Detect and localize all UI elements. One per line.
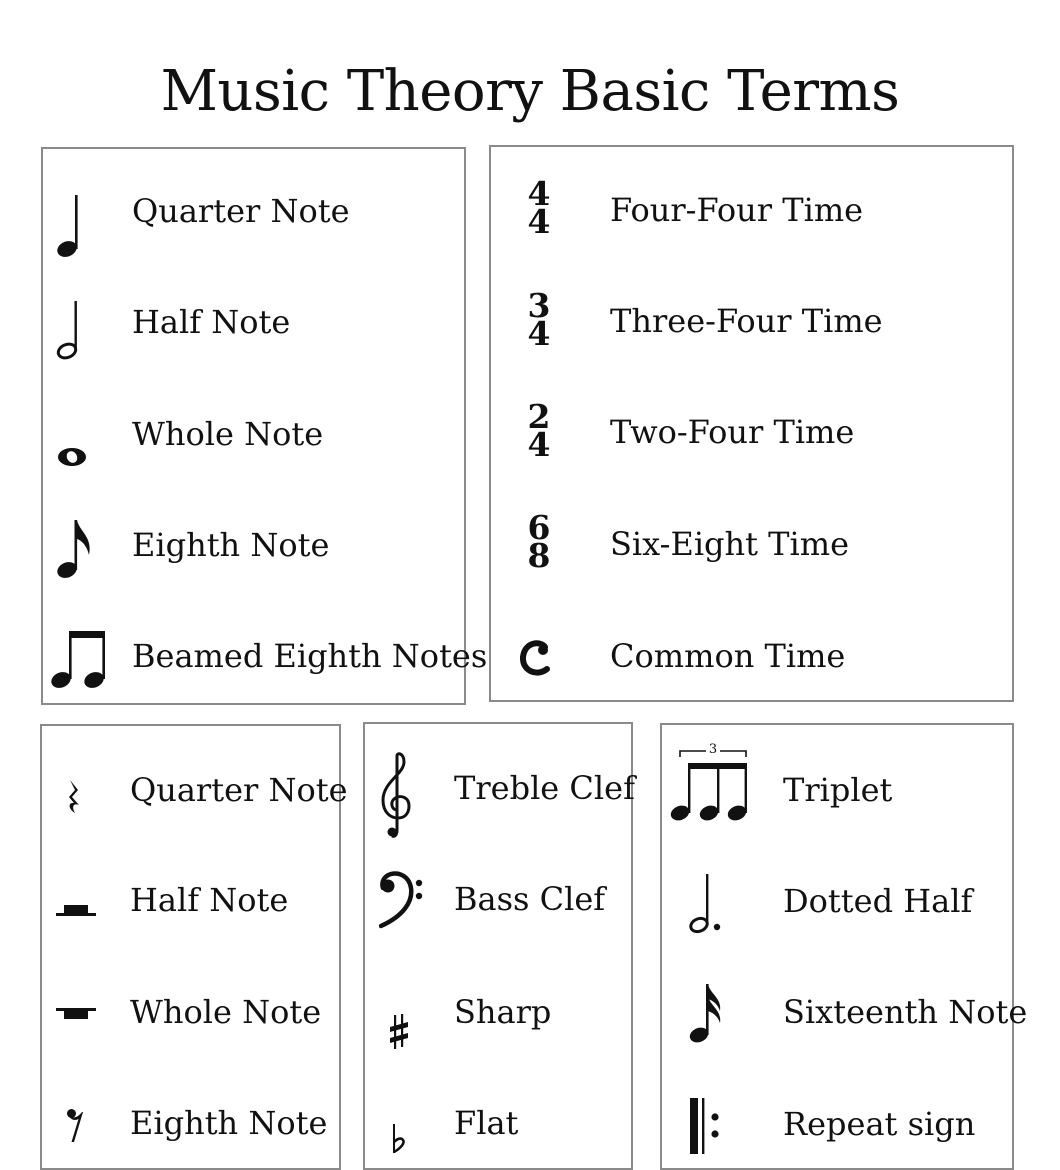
time-bottom-number: 4 <box>527 202 551 241</box>
notes-box <box>41 147 488 705</box>
repeat-sign-label: Repeat sign <box>783 1105 976 1143</box>
half-note-label: Half Note <box>132 303 291 341</box>
dotted-half-note-icon <box>688 871 728 937</box>
common-time-label: Common Time <box>610 637 846 675</box>
three-four-time-label: Three-Four Time <box>610 302 883 340</box>
time-bottom-number: 4 <box>527 425 551 464</box>
bass-clef-label: Bass Clef <box>454 880 606 918</box>
six-eight-time-icon <box>524 508 554 575</box>
three-four-time-icon <box>524 286 554 353</box>
time-top-number: 4 <box>527 174 551 213</box>
whole-note-icon <box>55 445 89 469</box>
beamed-eighth-notes-label: Beamed Eighth Notes <box>132 637 488 675</box>
quarter-note-icon <box>55 191 87 263</box>
half-rest-label: Half Note <box>130 881 289 919</box>
bass-clef-icon <box>379 870 423 930</box>
repeat-sign-icon <box>688 1098 724 1156</box>
eighth-rest-icon <box>66 1108 86 1144</box>
two-four-time-label: Two-Four Time <box>610 413 855 451</box>
half-rest-icon <box>56 902 96 918</box>
time-top-number: 6 <box>527 508 551 547</box>
dotted-half-label: Dotted Half <box>783 882 973 920</box>
quarter-rest-icon <box>66 779 82 815</box>
two-four-time-icon <box>524 397 554 464</box>
time-top-number: 2 <box>527 397 551 436</box>
clefs-box <box>363 722 633 1170</box>
sharp-icon <box>389 1014 409 1050</box>
time-signatures-box <box>489 145 1014 702</box>
flat-icon <box>391 1124 407 1154</box>
eighth-note-label: Eighth Note <box>132 526 330 564</box>
time-top-number: 3 <box>527 286 551 325</box>
triplet-icon <box>670 742 754 825</box>
quarter-note-label: Quarter Note <box>132 192 350 230</box>
treble-clef-icon <box>377 750 413 840</box>
flat-label: Flat <box>454 1104 519 1142</box>
eighth-note-icon <box>55 517 95 583</box>
time-bottom-number: 8 <box>527 536 551 575</box>
common-time-icon <box>519 639 553 677</box>
six-eight-time-label: Six-Eight Time <box>610 525 850 563</box>
triplet-label: Triplet <box>783 771 893 809</box>
eighth-rest-label: Eighth Note <box>130 1104 328 1142</box>
sixteenth-note-icon <box>688 981 728 1047</box>
treble-clef-label: Treble Clef <box>454 769 635 807</box>
sharp-label: Sharp <box>454 993 552 1031</box>
beamed-eighth-notes-icon <box>51 627 109 691</box>
whole-rest-icon <box>56 1006 96 1022</box>
whole-note-label: Whole Note <box>132 415 324 453</box>
time-bottom-number: 4 <box>527 314 551 353</box>
misc-box <box>660 723 1028 1170</box>
four-four-time-icon <box>524 174 554 241</box>
page-title: Music Theory Basic Terms <box>160 59 900 124</box>
four-four-time-label: Four-Four Time <box>610 191 864 229</box>
half-note-icon <box>55 299 87 363</box>
sixteenth-note-label: Sixteenth Note <box>783 993 1028 1031</box>
rests-box <box>40 724 348 1170</box>
quarter-rest-label: Quarter Note <box>130 771 348 809</box>
triplet-number: 3 <box>708 742 718 757</box>
whole-rest-label: Whole Note <box>130 993 322 1031</box>
